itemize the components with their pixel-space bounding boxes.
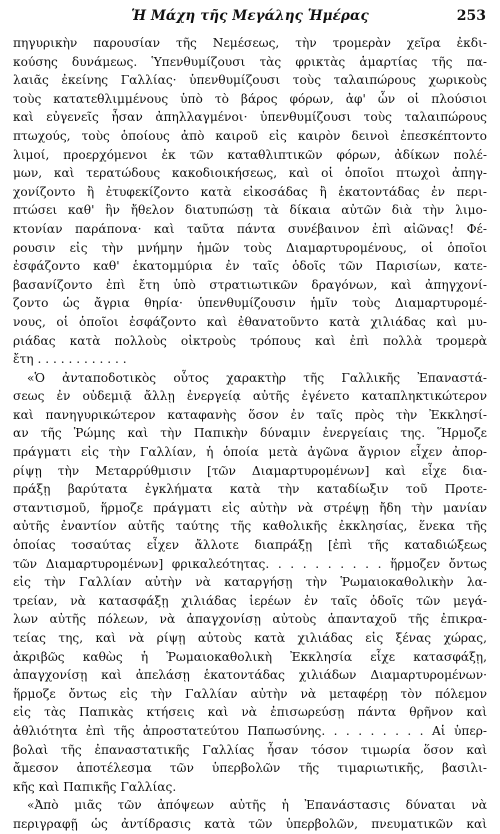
text-line: ρίψῃ τὴν Μεταρρύθμισιν [τῶν Διαμαρτυρομένων] καὶ εἶχε δια- <box>13 463 487 478</box>
text-line: πηγυρικὴν παρουσίαν τῆς Νεμέσεως, τὴν τρομερὰν χεῖρα ἐκδι- <box>13 36 487 50</box>
text-line: τείας της, καὶ νὰ ρίψῃ αὐτοὺς κατὰ χιλιάδας εἰς ξένας χώρας, <box>13 631 487 645</box>
text-line: ρουσιν εἰς τὴν μνήμην ἡμῶν τοὺς Διαμαρτυρομένους, οἱ ὁποῖοι <box>13 240 487 255</box>
text-line: βολαὶ τῆς ἐπαναστατικῆς Γαλλίας ἦσαν τόσον τιμωρία ὅσον καὶ <box>13 742 487 757</box>
text-line: νους, οἱ ὁποῖοι ἐσφάζοντο καὶ ἐθανατοῦντο κατὰ χιλιάδας καὶ μυ- <box>13 314 487 329</box>
text-line: κῆς καὶ Παπικῆς Γαλλίας. <box>13 779 177 794</box>
page-number: 253 <box>456 8 486 24</box>
text-line: εἰς τὴν Γαλλίαν αὐτὴν νὰ καταργήσῃ τὴν Ῥωμαιοκαθολικὴν λα- <box>13 575 487 590</box>
text-line: αν τῆς Ῥώμης καὶ τὴν Παπικὴν δύναμιν ἐνεργείαις της. Ἥρμοζε <box>13 426 487 441</box>
text-line: πράγματι εἰς τὴν Γαλλίαν, ἡ ὁποία μετὰ ἀγῶνα ἄγριον εἶχεν ἀπορ- <box>13 445 487 460</box>
text-line: πτωχούς, τοὺς ὁποίους ἀπὸ καιροῦ εἰς καιρὸν δεινοὶ ἐπεσκέπτοντο <box>13 128 487 143</box>
text-line: ἀθλιότητα ἐπὶ τῆς ἀπροστατεύτου Παπωσύνης. . . . . . . . . Αἱ ὑπερ- <box>13 723 487 738</box>
text-line: αὐτῆς ἐναντίον αὐτῆς ταύτης τῆς καθολικῆς ἐκκλησίας, ἕνεκα τῆς <box>13 519 487 534</box>
text-line: ἥρμοζε ὄντως εἰς τὴν Γαλλίαν αὐτὴν νὰ μεταφέρῃ τὸν πόλεμον <box>13 686 487 701</box>
text-line: ὁποίας τοσαύτας εἶχεν ἄλλοτε διαπράξῃ [ἐπὶ τῆς καταδιώξεως <box>13 538 487 553</box>
text-line: λαιᾶς ἐκείνης Γαλλίας· ὑπενθυμίζουσι τοὺς ταλαιπώρους χωρικοὺς <box>13 73 487 88</box>
text-line: ἄμεσον ἀποτέλεσμα τῶν ὑπερβολῶν τῆς τιμαριωτικῆς, βασιλι- <box>13 761 487 776</box>
text-line: βασανίζοντο ἐπὶ ἔτη ὑπὸ στρατιωτικῶν δραγόνων, καὶ ἀπηγχονί- <box>13 277 487 292</box>
text-line: λιμοί, προερχόμενοι ἐκ τῶν καταθλιπτικῶν φόρων, ἀδίκων πολέ- <box>13 147 487 162</box>
text-line: κτονίαν παράπονα· καὶ ταῦτα πάντα συνέβαινον ἐπὶ αἰῶνας! Φέ- <box>13 221 487 236</box>
text-line: ἐσφάζοντο καθ' ἑκατομμύρια ἐν ταῖς ὁδοῖς τῶν Παρισίων, κατε- <box>13 259 487 274</box>
text-line: σταντισμοῦ, ἥρμοζε πράγματι εἰς αὐτὴν νὰ στρέψῃ ἤδη τὴν μανίαν <box>13 500 487 515</box>
text-line: «Ὁ ἀνταποδοτικὸς οὗτος χαρακτὴρ τῆς Γαλλικῆς Ἐπαναστά- <box>27 370 487 385</box>
text-line: καὶ εὐγενεῖς ἦσαν ἀπηλλαγμένοι· ὑπενθυμίζουσι τοὺς ταλαιπώρους <box>13 110 487 125</box>
text-line: πτώσει καθ' ἣν ἤθελον διατυπώσῃ τὰ δίκαια αὐτῶν διὰ τὴν λιμο- <box>13 203 487 218</box>
text-line: χονίζοντο ἢ ἐτυφεκίζοντο κατὰ εἰκοσάδας ἢ ἑκατοντάδας ἐν περι- <box>13 184 487 199</box>
text-line: εἰς τὰς Παπικὰς κτήσεις καὶ νὰ ἐπισωρεύσῃ πάντα θρῆνον καὶ <box>13 705 487 720</box>
page-header <box>0 4 500 30</box>
text-line: ριάδας κατὰ πολλοὺς οἰκτροὺς τρόπους καὶ ἐπὶ πολλὰ τρομερὰ <box>13 333 487 348</box>
text-line: κούσης δυνάμεως. Ὑπενθυμίζουσι τὰς φρικτὰς ἁμαρτίας τῆς πα- <box>13 54 487 69</box>
text-line: λων αὐτῆς πόλεων, νὰ ἀπαγχονίσῃ αὐτοὺς ἁπανταχοῦ τῆς ἐπικρα- <box>13 612 487 627</box>
text-line: σεως ἐν οὐδεμιᾷ ἄλλῃ ἐνεργείᾳ αὐτῆς ἐγένετο καταπληκτικώτερον <box>13 389 487 404</box>
text-line: τοὺς κατατεθλιμμένους ὑπὸ τὸ βάρος φόρων, ἀφ' ὧν οἱ πλούσιοι <box>13 91 487 106</box>
running-title: Ἡ Μάχη τῆς Μεγάλης Ἡμέρας <box>131 8 369 24</box>
text-line: καὶ πανηγυρικώτερον καταφανὴς ὅσον ἐν ταῖς πρὸς τὴν Ἐκκλησί- <box>13 407 487 422</box>
text-line: «Ἀπὸ μιᾶς τῶν ἀπόψεων αὐτῆς ἡ Ἐπανάστασις δύναται νὰ <box>27 798 487 813</box>
text-line: τῶν Διαμαρτυρομένων] φρικαλεότητας. . . . . . . . . . ἥρμοζεν ὄντως <box>13 556 487 571</box>
text-line: περιγραφῇ ὡς ἀντίδρασις κατὰ τῶν ὑπερβολῶν, πνευματικῶν καὶ <box>13 816 487 831</box>
text-line: ἔτη . . . . . . . . . . . . <box>13 352 127 367</box>
text-line: ἀκριβῶς καθὼς ἡ Ῥωμαιοκαθολικὴ Ἐκκλησία εἶχε κατασφάξῃ, <box>13 649 487 664</box>
text-line: τρείαν, νὰ κατασφάξῃ χιλιάδας ἱερέων ἐν ταῖς ὁδοῖς τῶν μεγά- <box>13 593 487 608</box>
text-line: πράξῃ βαρύτατα ἐγκλήματα κατὰ τὴν καταδίωξιν τοῦ Προτε- <box>13 482 487 497</box>
text-line: ἀπαγχονίσῃ καὶ ἀπελάσῃ ἑκατοντάδας χιλιάδων Διαμαρτυρομένων· <box>13 668 487 683</box>
text-line: μων, καὶ τερατώδους κακοδιοικήσεως, καὶ οἱ ὁποῖοι πτωχοὶ ἀπηγ- <box>13 166 487 181</box>
body-text <box>13 34 487 834</box>
text-line: ζοντο ὡς ἄγρια θηρία· ὑπενθυμίζουσιν ἡμῖν τοὺς Διαμαρτυρομέ- <box>13 296 487 311</box>
